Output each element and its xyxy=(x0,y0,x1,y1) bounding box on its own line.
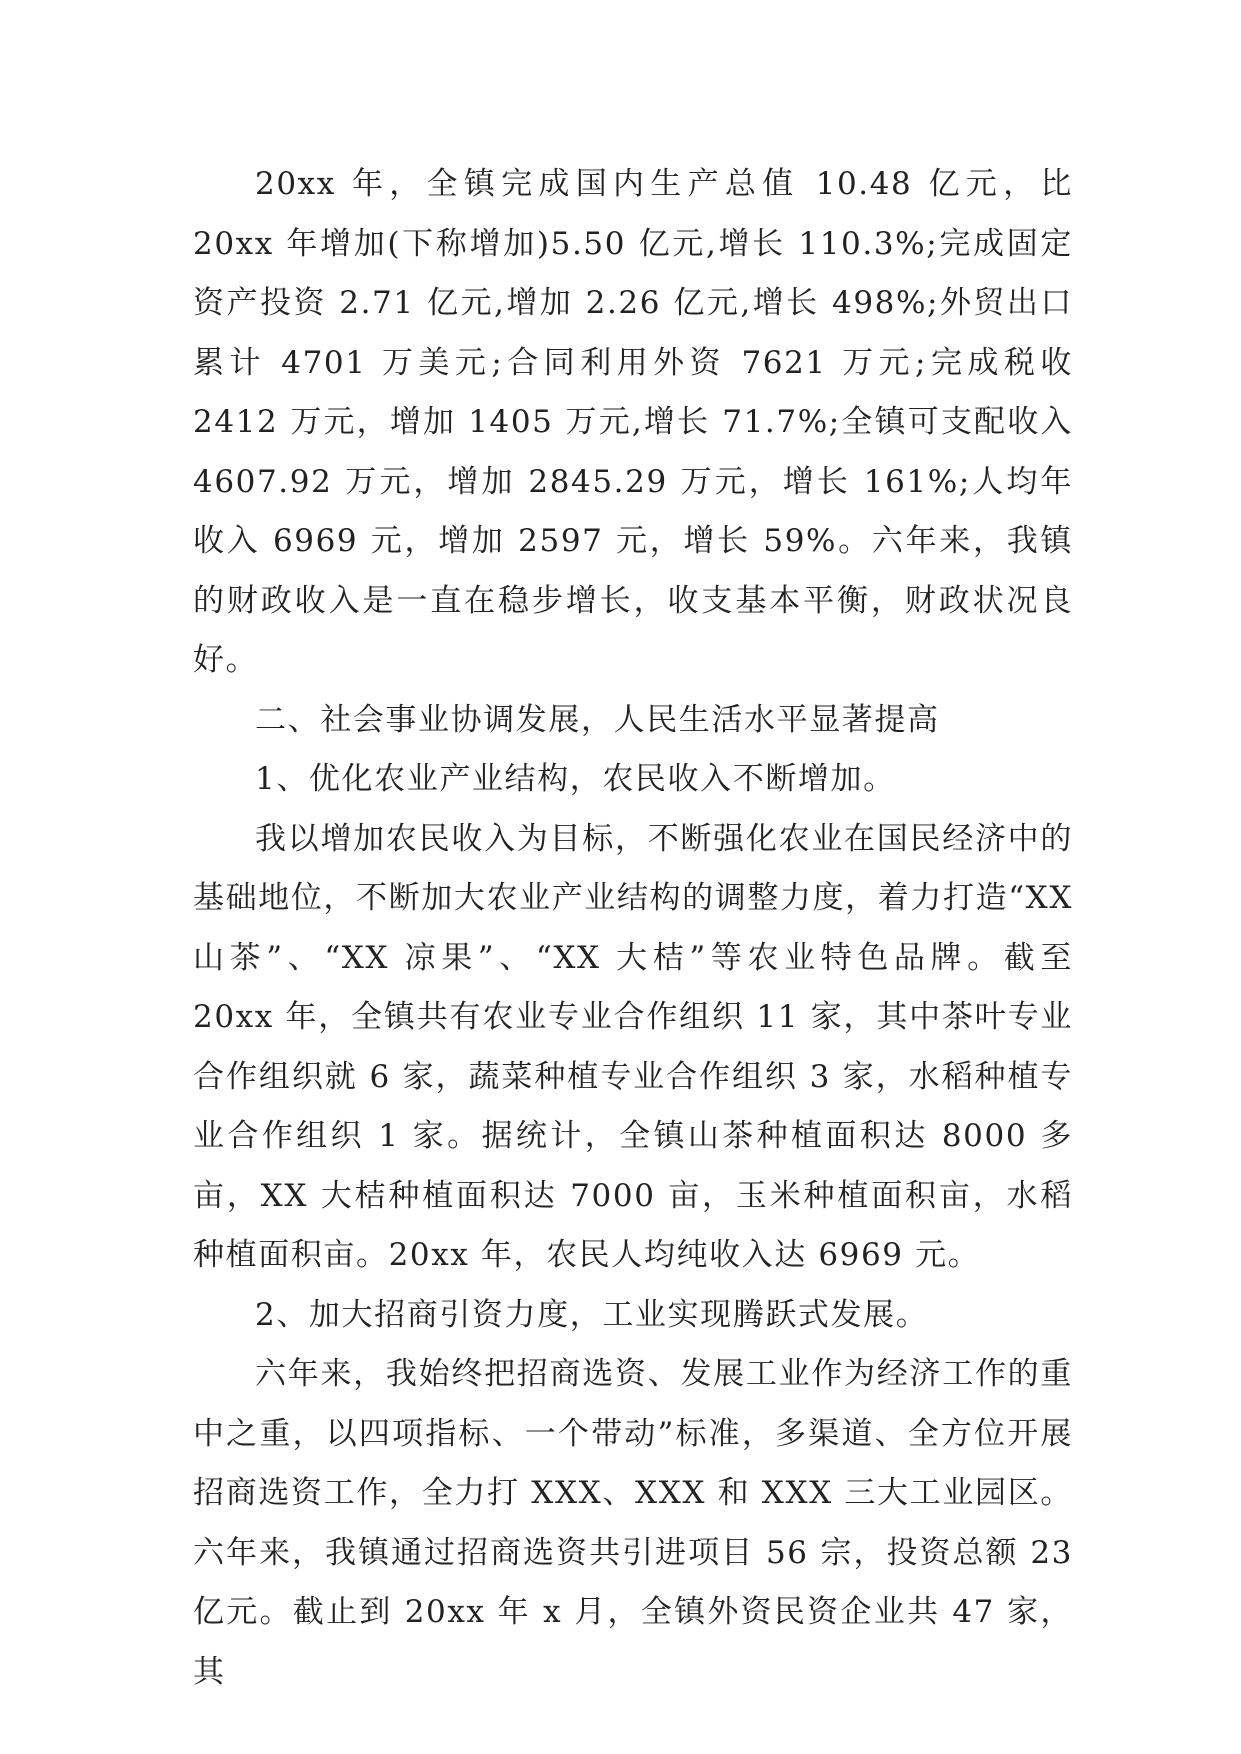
paragraph-investment: 六年来，我始终把招商选资、发展工业作为经济工作的重中之重，以四项指标、一个带动”标准，多渠道、全方位开展招商选资工作，全力打 XXX、XXX 和 XXX 三大工业园区。六年来，我镇通过招商选资共引进项目 56 宗，投资总额 23 亿元。截止到 20xx 年 x 月，全镇外资民资企业共 47 家，其 xyxy=(193,1356,1073,1690)
subheading-agriculture: 1、优化农业产业结构，农民收入不断增加。 xyxy=(255,761,896,797)
paragraph-agriculture: 我以增加农民收入为目标，不断强化农业在国民经济中的基础地位，不断加大农业产业结构的调整力度，着力打造“XX 山茶”、“XX 凉果”、“XX 大桔”等农业特色品牌。截至 20xx 年，全镇共有农业专业合作组织 11 家，其中茶叶专业合作组织就 6 家，蔬菜种植专业合作组织 3 家，水稻种植专业合作组织 1 家。据统计，全镇山茶种植面积达 8000 多亩，XX 大桔种植面积达 7000 亩，玉米种植面积亩，水稻种植面积亩。20xx 年，农民人均纯收入达 6969 元。 xyxy=(193,820,1073,1273)
paragraph-economic-summary: 20xx 年，全镇完成国内生产总值 10.48 亿元，比 20xx 年增加(下称增加)5.50 亿元,增长 110.3%;完成固定资产投资 2.71 亿元,增加 2.26 亿元,增长 498%;外贸出口累计 4701 万美元;合同利用外资 7621 万元;完成税收 2412 万元，增加 1405 万元,增长 71.7%;全镇可支配收入 4607.92 万元，增加 2845.29 万元，增长 161%;人均年收入 6969 元，增加 2597 元，增长 59%。六年来，我镇的财政收入是一直在稳步增长，收支基本平衡，财政状况良好。 xyxy=(193,166,1073,678)
subheading-investment: 2、加大招商引资力度，工业实现腾跃式发展。 xyxy=(255,1296,929,1333)
section-heading-social-development: 二、社会事业协调发展，人民生活水平显著提高 xyxy=(255,701,940,738)
document-body xyxy=(193,155,1073,1702)
